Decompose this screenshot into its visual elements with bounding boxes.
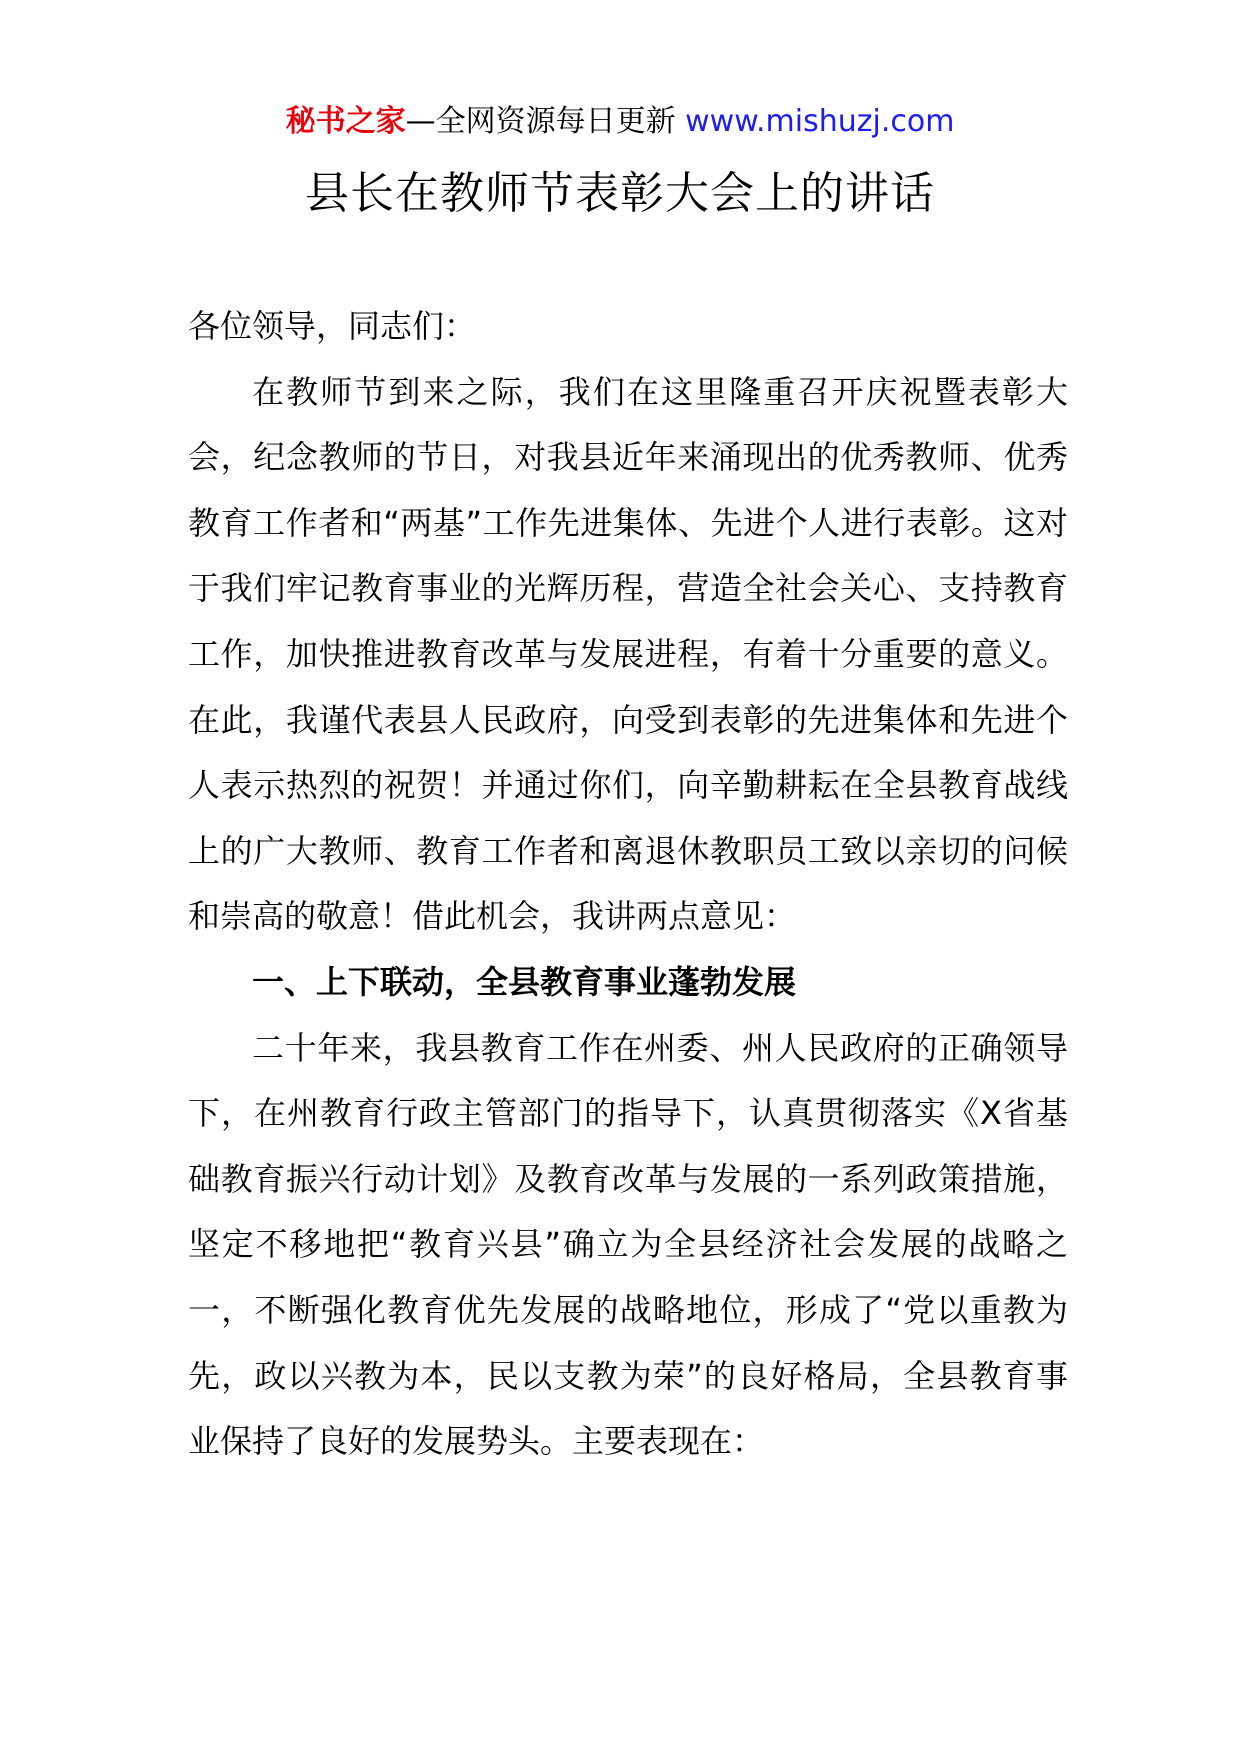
- salutation: 各位领导，同志们：: [188, 307, 477, 345]
- brand-name: 秘书之家: [285, 104, 406, 139]
- site-url: www.mishuzj.com: [685, 104, 955, 139]
- section-heading: 一、上下联动，全县教育事业蓬勃发展: [252, 962, 797, 1001]
- paragraph-opening: 在教师节到来之际，我们在这里隆重召开庆祝暨表彰大会，纪念教师的节日，对我县近年来涌现出的优秀教师、优秀教育工作者和“两基”工作先进集体、先进个人进行表彰。这对于我们牢记教育事业的光辉历程，营造全社会关心、支持教育工作，加快推进教育改革与发展进程，有着十分重要的意义。在此，我谨代表县人民政府，向受到表彰的先进集体和先进个人表示热烈的祝贺！并通过你们，向辛勤耕耘在全县教育战线上的广大教师、教育工作者和离退休教职员工致以亲切的问候和崇高的敬意！借此机会，我讲两点意见：: [188, 372, 1068, 936]
- document-body: [188, 294, 1068, 1475]
- watermark-header: [0, 100, 1240, 144]
- paragraph-achievements: 二十年来，我县教育工作在州委、州人民政府的正确领导下，在州教育行政主管部门的指导下，认真贯彻落实《X省基础教育振兴行动计划》及教育改革与发展的一系列政策措施，坚定不移地把“教育兴县”确立为全县经济社会发展的战略之一，不断强化教育优先发展的战略地位，形成了“党以重教为先，政以兴教为本，民以支教为荣”的良好格局，全县教育事业保持了良好的发展势头。主要表现在：: [188, 1028, 1068, 1461]
- page-title: 县长在教师节表彰大会上的讲话: [305, 168, 935, 219]
- brand-slogan: —全网资源每日更新: [405, 104, 686, 139]
